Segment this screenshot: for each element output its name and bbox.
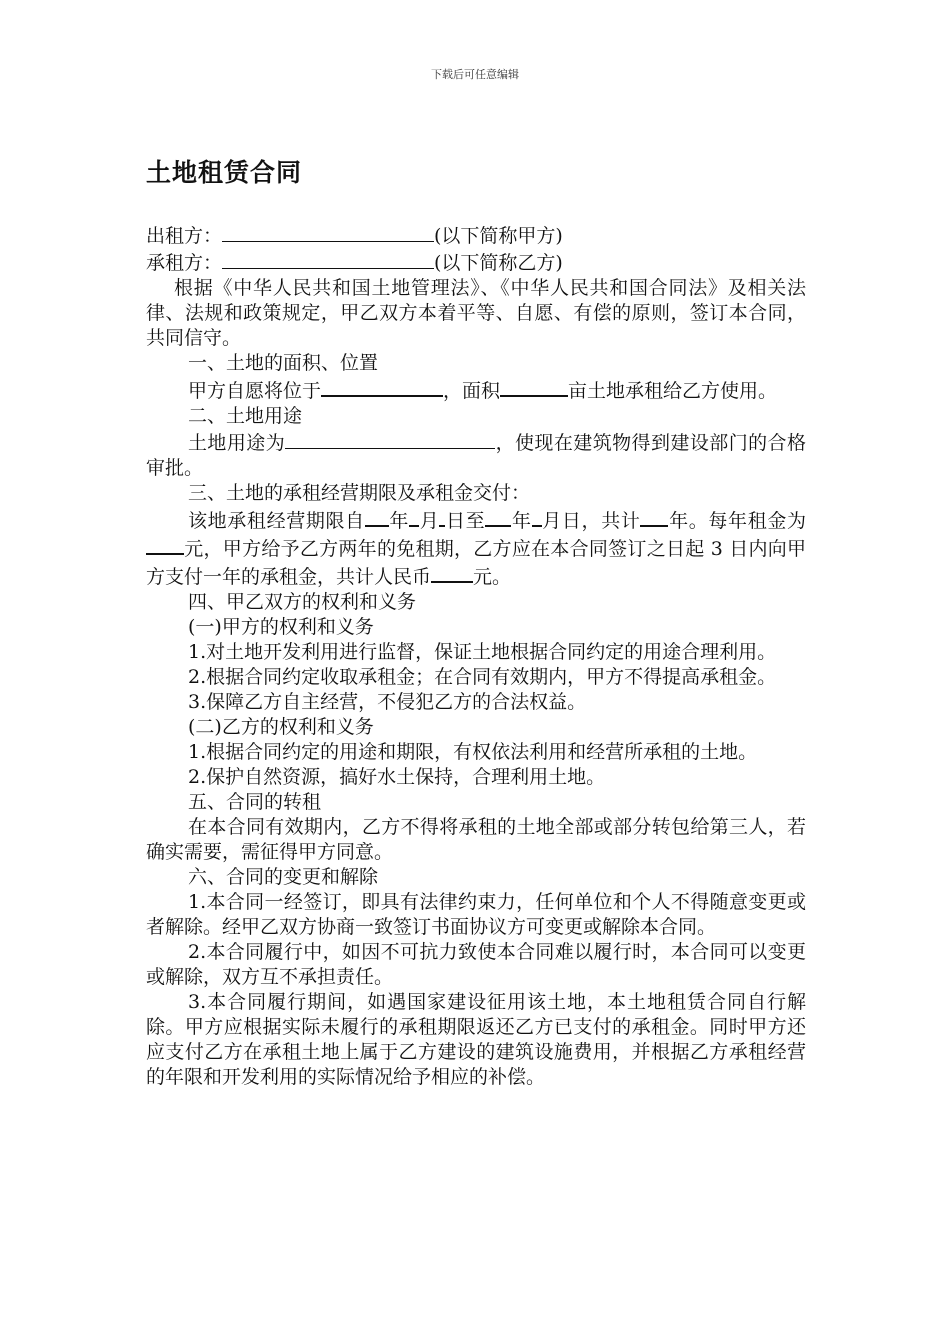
location-blank [321, 376, 443, 397]
document-title: 土地租赁合同 [146, 158, 303, 187]
page-header-note: 下载后可任意编辑 [431, 68, 519, 81]
text-span: 元，甲方给予乙方两年的免租期，乙方应在本合同签订之日起 3 日内向甲方支付一年的承租金，共计人民币 [146, 538, 806, 588]
text-span: 月 [541, 510, 562, 532]
section-2-title: 二、土地用途 [188, 405, 303, 427]
text-span: ，使现在建筑物得到建设部门的合格审批。 [146, 432, 806, 479]
end-year-blank [485, 506, 511, 527]
preamble-paragraph: 根据《中华人民共和国土地管理法》、《中华人民共和国合同法》及相关法律、法规和政策规定，甲乙双方本着平等、自愿、有偿的原则，签订本合同，共同信守。 [146, 277, 806, 349]
section-5-title: 五、合同的转租 [188, 791, 322, 813]
section-4a-title: (一)甲方的权利和义务 [188, 616, 374, 638]
section-4a-item-1: 1.对土地开发利用进行监督，保证土地根据合同约定的用途合理利用。 [188, 641, 777, 663]
section-4a-item-3: 3.保障乙方自主经营，不侵犯乙方的合法权益。 [188, 691, 587, 713]
section-3-title: 三、土地的承租经营期限及承租金交付： [188, 482, 531, 504]
section-3-paragraph [146, 506, 806, 590]
text-span: 元。 [473, 566, 512, 588]
lessee-suffix: (以下简称乙方) [434, 252, 563, 274]
text-span: 日至 [445, 510, 486, 532]
usage-blank [285, 429, 495, 449]
section-1-title: 一、土地的面积、位置 [188, 352, 379, 374]
section-4-title: 四、甲乙双方的权利和义务 [188, 591, 417, 613]
end-month-blank [532, 506, 542, 527]
lessor-label: 出租方： [146, 225, 223, 247]
section-4a-item-2: 2.根据合同约定收取承租金；在合同有效期内，甲方不得提高承租金。 [188, 666, 777, 688]
section-4b-item-1: 1.根据合同约定的用途和期限，有权依法利用和经营所承租的土地。 [188, 741, 758, 763]
text-span: 甲方自愿将位于 [188, 380, 322, 402]
area-blank [500, 376, 568, 397]
lessee-line [146, 249, 806, 276]
lessor-suffix: (以下简称甲方) [434, 225, 563, 247]
text-span: 年 [388, 510, 410, 532]
text-span: 月 [419, 510, 440, 532]
text-span: 土地用途为 [188, 432, 286, 454]
text-span: 年 [511, 510, 532, 532]
contract-body [146, 222, 806, 1090]
start-month-blank [409, 506, 419, 527]
lessee-label: 承租方： [146, 252, 223, 274]
section-2-paragraph [146, 429, 806, 481]
text-span: ，面积 [443, 380, 501, 402]
section-1-paragraph [146, 376, 806, 404]
section-5-paragraph: 在本合同有效期内，乙方不得将承租的土地全部或部分转包给第三人，若确实需要，需征得甲方同意。 [146, 816, 806, 863]
section-4b-item-2: 2.保护自然资源，搞好水土保持，合理利用土地。 [188, 766, 606, 788]
section-6-item-2: 2.本合同履行中，如因不可抗力致使本合同难以履行时，本合同可以变更或解除，双方互不承担责任。 [146, 941, 806, 988]
text-span: 日，共计 [561, 510, 641, 532]
total-rent-blank [431, 562, 473, 583]
text-span: 该地承租经营期限自 [188, 510, 365, 532]
lessor-line [146, 222, 806, 249]
section-4b-title: (二)乙方的权利和义务 [188, 716, 374, 738]
start-year-blank [365, 506, 389, 527]
lessor-blank [222, 222, 434, 242]
text-span: 亩土地承租给乙方使用。 [568, 380, 778, 402]
total-years-blank [640, 506, 668, 527]
annual-rent-blank [146, 534, 184, 555]
section-6-title: 六、合同的变更和解除 [188, 866, 379, 888]
section-6-item-3: 3.本合同履行期间，如遇国家建设征用该土地，本土地租赁合同自行解除。甲方应根据实际未履行的承租期限返还乙方已支付的承租金。同时甲方还应支付乙方在承租土地上属于乙方建设的建筑设施费用，并根据乙方承租经营的年限和开发利用的实际情况给予相应的补偿。 [146, 991, 806, 1088]
text-span: 年。每年租金为 [668, 510, 806, 532]
lessee-blank [222, 249, 434, 269]
section-6-item-1: 1.本合同一经签订，即具有法律约束力，任何单位和个人不得随意变更或者解除。经甲乙双方协商一致签订书面协议方可变更或解除本合同。 [146, 891, 806, 938]
